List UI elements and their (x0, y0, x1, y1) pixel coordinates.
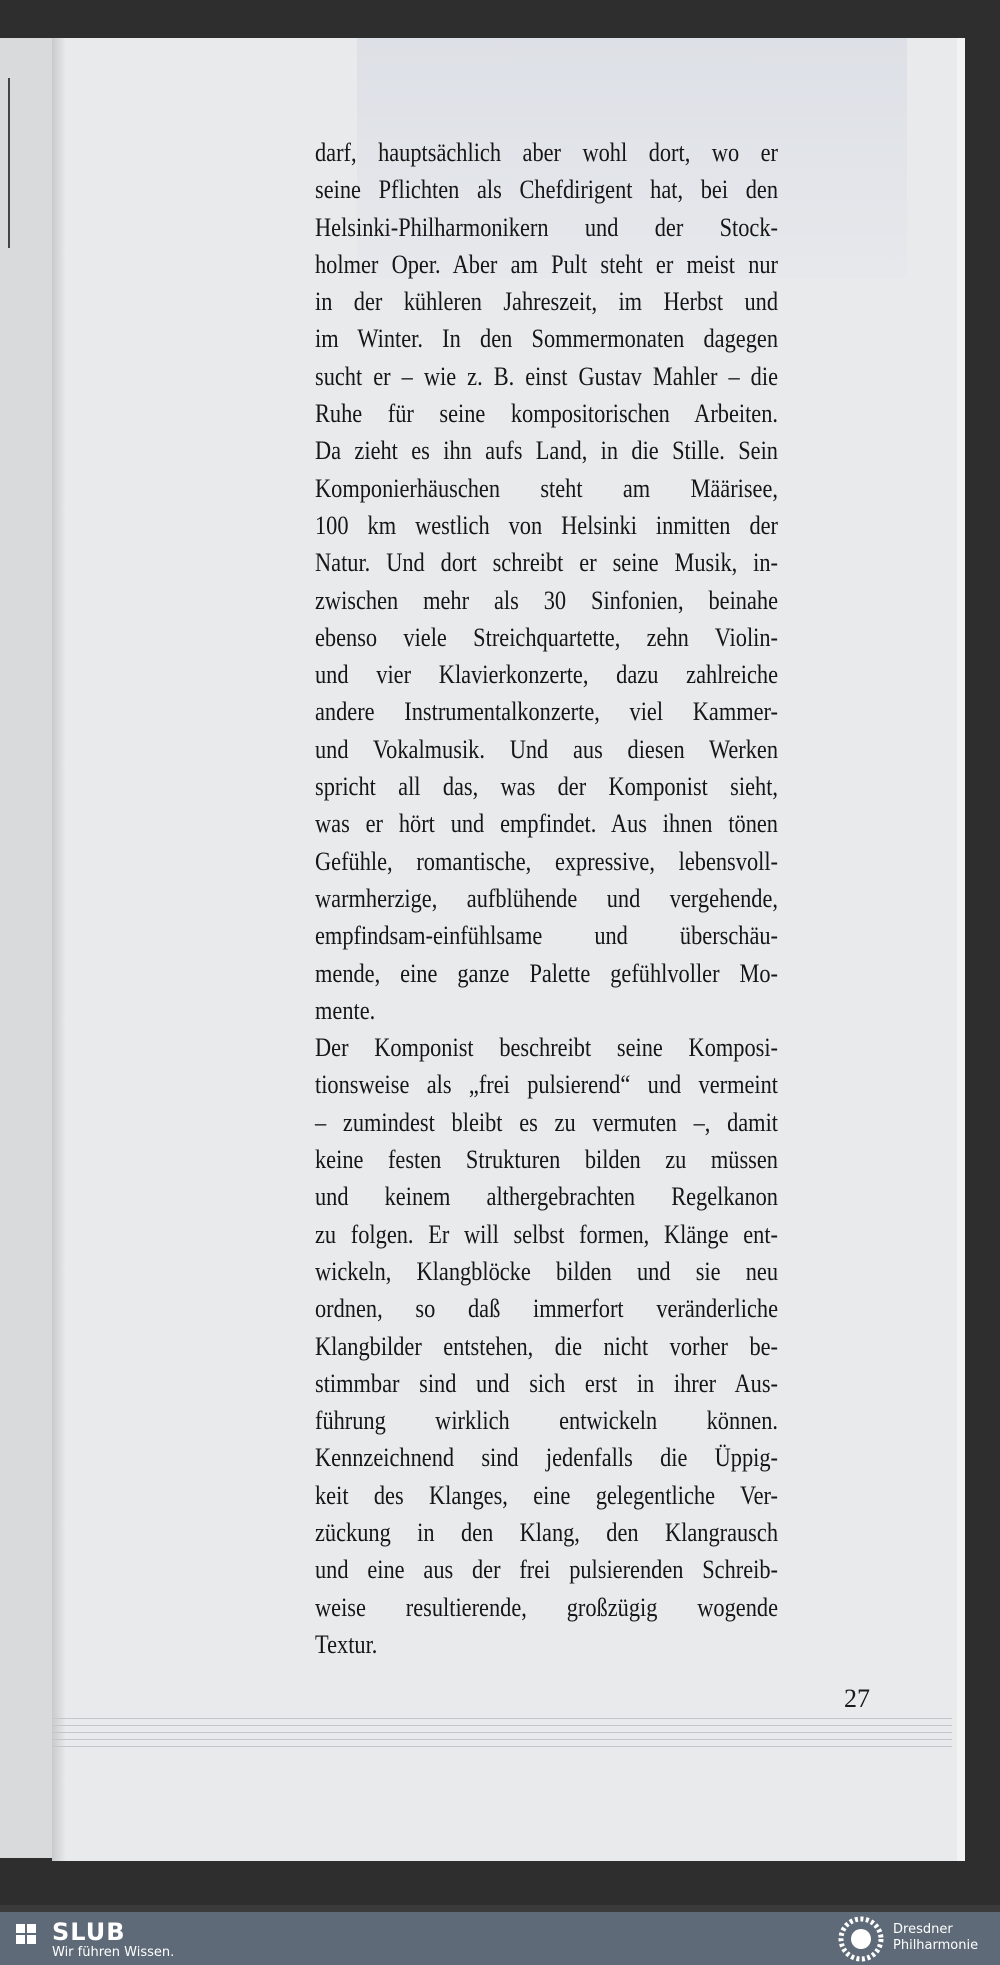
viewer-footer (0, 1912, 1000, 1965)
text-line: und Vokalmusik. Und aus diesen Werken (315, 734, 779, 764)
text-line: warmherzige, aufblühende und vergehende, (315, 883, 779, 913)
text-line: Klangbilder entstehen, die nicht vorher be- (315, 1331, 779, 1361)
text-line: Gefühle, romantische, expressive, lebensvoll- (315, 846, 779, 876)
left-page-mark (8, 78, 10, 248)
text-line: und eine aus der frei pulsierenden Schreib- (315, 1555, 779, 1585)
page-edge (957, 38, 965, 1861)
text-line: Natur. Und dort schreibt er seine Musik, in- (315, 548, 779, 578)
text-line: seine Pflichten als Chefdirigent hat, bei den (315, 175, 779, 205)
text-line: was er hört und empfindet. Aus ihnen tönen (315, 809, 779, 839)
text-line: Komponierhäuschen steht am Määrisee, (315, 473, 779, 503)
text-line: zückung in den Klang, den Klangrausch (315, 1517, 779, 1547)
text-line: keit des Klanges, eine gelegentliche Ver- (315, 1480, 778, 1510)
page-number: 27 (844, 1684, 870, 1713)
text-line: mende, eine ganze Palette gefühlvoller Mo- (315, 958, 779, 988)
text-line: Ruhe für seine kompositorischen Arbeiten. (315, 399, 778, 429)
text-line: und keinem althergebrachten Regelkanon (315, 1182, 778, 1212)
library-name: SLUB (52, 1918, 126, 1946)
text-line: andere Instrumentalkonzerte, viel Kammer- (315, 697, 779, 727)
footer-rules (52, 1718, 952, 1756)
text-line: Helsinki-Philharmonikern und der Stock- (315, 212, 778, 242)
text-line: weise resultierende, großzügig wogende (315, 1592, 779, 1622)
text-line: wickeln, Klangblöcke bilden und sie neu (315, 1256, 779, 1286)
bleed-through-text (100, 615, 310, 651)
text-line: ordnen, so daß immerfort veränderliche (315, 1294, 779, 1324)
text-line: 100 km westlich von Helsinki inmitten der (315, 510, 778, 540)
text-line: in der kühleren Jahreszeit, im Herbst und (315, 287, 779, 317)
text-line: spricht all das, was der Komponist sieht, (315, 772, 779, 802)
text-line: keine festen Strukturen bilden zu müssen (315, 1145, 779, 1175)
gutter-shadow (52, 38, 66, 1861)
left-page-edge (0, 38, 56, 1858)
slub-logo-icon (14, 1922, 38, 1946)
text-line: stimmbar sind und sich erst in ihrer Aus- (315, 1368, 779, 1398)
text-line: zwischen mehr als 30 Sinfonien, beinahe (315, 585, 779, 615)
text-line: führung wirklich entwickeln können. (315, 1406, 779, 1436)
text-line: mente. (315, 995, 376, 1025)
text-line: tionsweise als „frei pulsierend“ und vermeint (315, 1070, 778, 1100)
partner-line-2: Philharmonie (893, 1938, 979, 1953)
text-line: – zumindest bleibt es zu vermuten –, damit (315, 1107, 778, 1137)
text-line: Da zieht es ihn aufs Land, in die Stille. Sein (315, 436, 779, 466)
body-text (315, 134, 863, 1663)
text-line: im Winter. In den Sommermonaten dagegen (315, 324, 779, 354)
text-line: holmer Oper. Aber am Pult steht er meist nur (315, 249, 779, 279)
partner-line-1: Dresdner (893, 1922, 953, 1937)
text-line: Der Komponist beschreibt seine Komposi- (315, 1033, 779, 1063)
text-line: zu folgen. Er will selbst formen, Klänge ent- (315, 1219, 779, 1249)
text-line: ebenso viele Streichquartette, zehn Violin- (315, 622, 779, 652)
text-line: und vier Klavierkonzerte, dazu zahlreiche (315, 660, 779, 690)
text-line: darf, hauptsächlich aber wohl dort, wo er (315, 138, 779, 167)
philharmonie-logo-icon (838, 1916, 884, 1962)
text-line: sucht er – wie z. B. einst Gustav Mahler – die (315, 361, 779, 391)
text-line: Kennzeichnend sind jedenfalls die Üppig- (315, 1443, 779, 1473)
partner-name (893, 1922, 978, 1954)
library-tagline: Wir führen Wissen. (52, 1945, 175, 1960)
text-line: Textur. (315, 1629, 378, 1659)
text-line: empfindsam-einfühlsame und überschäu- (315, 921, 779, 951)
